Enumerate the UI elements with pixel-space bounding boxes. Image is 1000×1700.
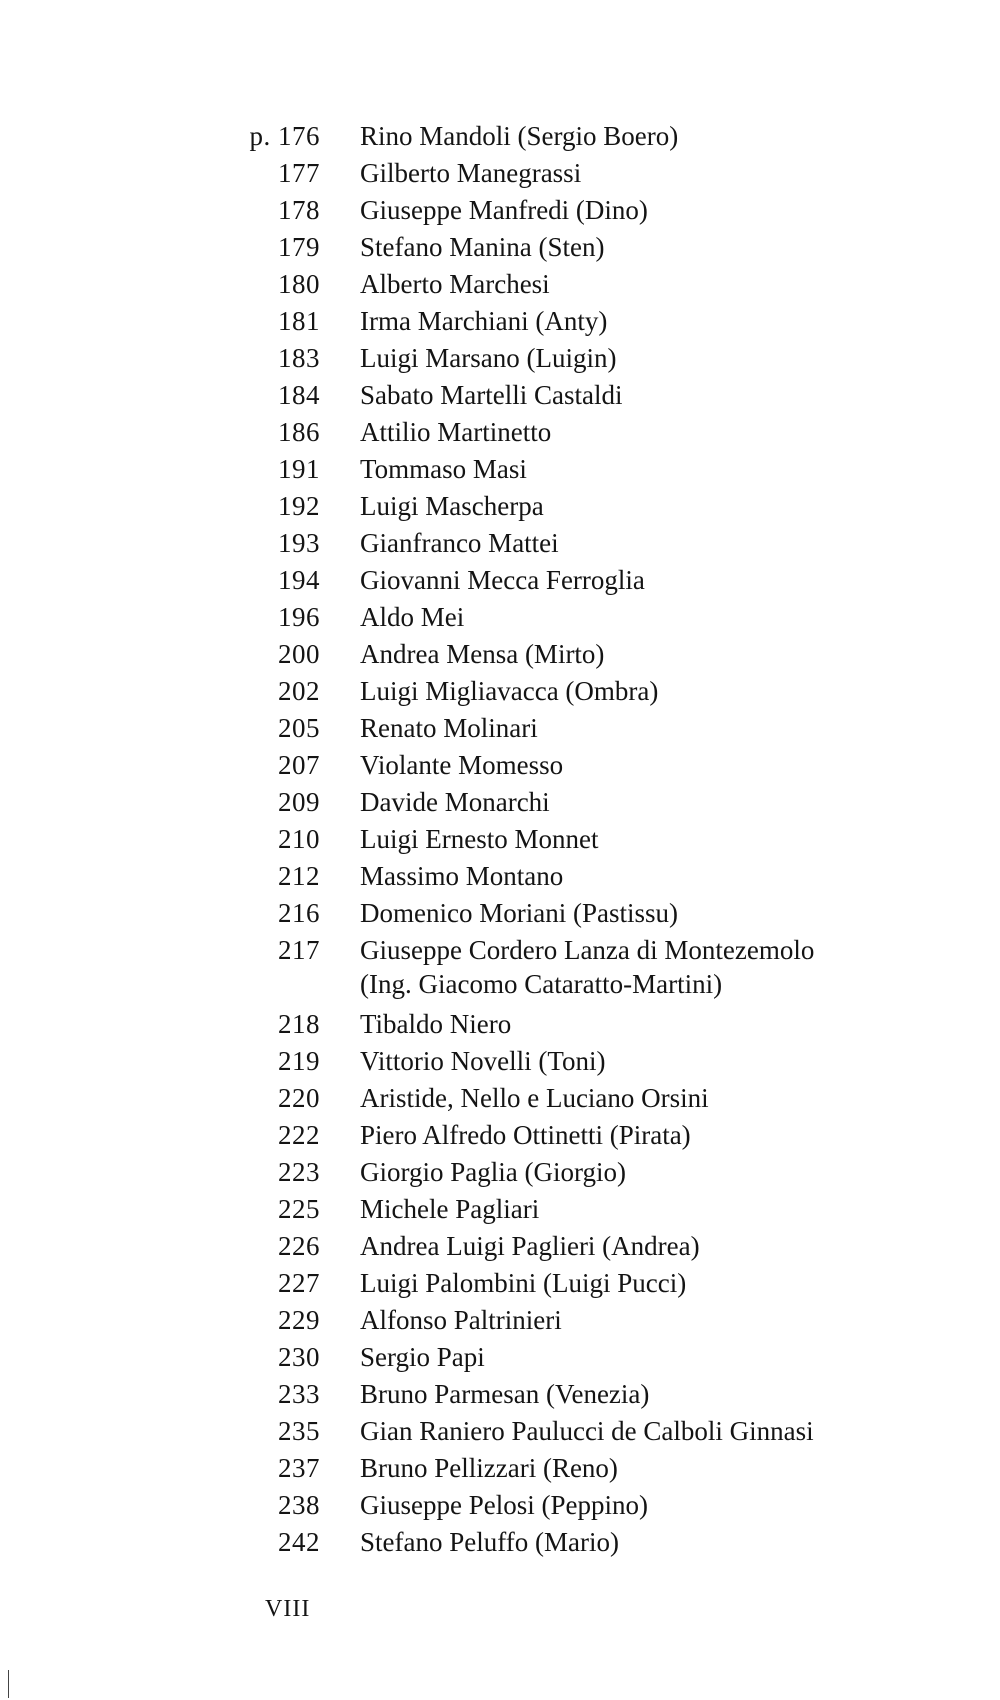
entry-page-number: 230 <box>278 1342 320 1372</box>
entry-name-line: Aldo Mei <box>360 602 465 632</box>
entry-name-line: Davide Monarchi <box>360 787 550 817</box>
entry-name-line: Michele Pagliari <box>360 1194 540 1224</box>
entry-page-number: 210 <box>278 824 320 854</box>
index-entry <box>238 303 938 340</box>
index-entry <box>238 1339 938 1376</box>
entry-name-line: Stefano Manina (Sten) <box>360 232 605 262</box>
entry-page-number: 216 <box>278 898 320 928</box>
index-entry <box>238 673 938 710</box>
entry-name-line: Vittorio Novelli (Toni) <box>360 1046 606 1076</box>
entry-page-number: 180 <box>278 269 320 299</box>
entry-page-number: 184 <box>278 380 320 410</box>
entry-name <box>360 340 938 377</box>
entry-name <box>360 1191 938 1228</box>
entry-name-line: Aristide, Nello e Luciano Orsini <box>360 1083 709 1113</box>
entry-name-line: Luigi Palombini (Luigi Pucci) <box>360 1268 687 1298</box>
entry-name <box>360 451 938 488</box>
entry-name <box>360 155 938 192</box>
entry-name-line: Attilio Martinetto <box>360 417 552 447</box>
entry-name-line: Giovanni Mecca Ferroglia <box>360 565 645 595</box>
index-entry <box>238 747 938 784</box>
entry-name-line: (Ing. Giacomo Cataratto-Martini) <box>360 969 723 999</box>
entry-name-line: Tommaso Masi <box>360 454 527 484</box>
page-folio: VIII <box>265 1596 311 1622</box>
entry-name-line: Domenico Moriani (Pastissu) <box>360 898 678 928</box>
entry-page-number: 220 <box>278 1083 320 1113</box>
entry-page-number: 242 <box>278 1527 320 1557</box>
index-entry <box>238 1154 938 1191</box>
entry-page-number: 191 <box>278 454 320 484</box>
entry-page-number: 200 <box>278 639 320 669</box>
entry-name <box>360 303 938 340</box>
entry-page-number: p. 176 <box>249 121 320 151</box>
index-entry <box>238 266 938 303</box>
entry-name <box>360 932 938 1006</box>
entry-name-line: Luigi Ernesto Monnet <box>360 824 599 854</box>
entry-name-line: Massimo Montano <box>360 861 564 891</box>
entry-name <box>360 895 938 932</box>
entry-name-line: Irma Marchiani (Anty) <box>360 306 608 336</box>
entry-page-number: 177 <box>278 158 320 188</box>
index-entry <box>238 192 938 229</box>
entry-name <box>360 821 938 858</box>
entry-name <box>360 1006 938 1043</box>
index-entry <box>238 1080 938 1117</box>
entry-page-number: 181 <box>278 306 320 336</box>
entry-page-number: 209 <box>278 787 320 817</box>
index-entry <box>238 377 938 414</box>
index-entry <box>238 525 938 562</box>
entry-page-number: 205 <box>278 713 320 743</box>
index-entry <box>238 1191 938 1228</box>
entry-name <box>360 266 938 303</box>
entry-name-line: Rino Mandoli (Sergio Boero) <box>360 121 679 151</box>
entry-name-line: Luigi Mascherpa <box>360 491 544 521</box>
entry-page-number: 194 <box>278 565 320 595</box>
entry-name <box>360 784 938 821</box>
entry-page-number: 183 <box>278 343 320 373</box>
entry-name <box>360 525 938 562</box>
index-entry <box>238 1524 938 1561</box>
index-entry <box>238 1450 938 1487</box>
index-entry <box>238 1006 938 1043</box>
entry-name <box>360 1080 938 1117</box>
entry-page-number: 233 <box>278 1379 320 1409</box>
entry-page-number: 219 <box>278 1046 320 1076</box>
entry-page-number: 186 <box>278 417 320 447</box>
entry-name <box>360 1413 938 1450</box>
entry-page-number: 226 <box>278 1231 320 1261</box>
entry-page-number: 225 <box>278 1194 320 1224</box>
index-entry <box>238 932 938 1006</box>
scan-edge-mark <box>8 1670 9 1698</box>
entry-name-line: Bruno Parmesan (Venezia) <box>360 1379 650 1409</box>
entry-name <box>360 599 938 636</box>
entry-name-line: Giorgio Paglia (Giorgio) <box>360 1157 626 1187</box>
index-entry <box>238 636 938 673</box>
index-entry <box>238 1117 938 1154</box>
entry-page-number: 207 <box>278 750 320 780</box>
entry-name <box>360 192 938 229</box>
index-entry <box>238 784 938 821</box>
index-entry <box>238 340 938 377</box>
index-entry <box>238 1302 938 1339</box>
index-entry <box>238 895 938 932</box>
entry-page-number: 196 <box>278 602 320 632</box>
entry-name-line: Tibaldo Niero <box>360 1009 512 1039</box>
entry-name <box>360 1265 938 1302</box>
entry-name-line: Giuseppe Manfredi (Dino) <box>360 195 648 225</box>
entry-name <box>360 858 938 895</box>
entry-page-number: 229 <box>278 1305 320 1335</box>
index-entry <box>238 821 938 858</box>
index-entry <box>238 1043 938 1080</box>
entry-name-line: Sabato Martelli Castaldi <box>360 380 623 410</box>
entry-name <box>360 1043 938 1080</box>
entry-name <box>360 229 938 266</box>
entry-name <box>360 414 938 451</box>
entry-name-line: Alberto Marchesi <box>360 269 550 299</box>
entry-name-line: Gianfranco Mattei <box>360 528 559 558</box>
index-entry <box>238 562 938 599</box>
entry-name <box>360 673 938 710</box>
entry-page-number: 217 <box>278 935 320 965</box>
entry-name-line: Sergio Papi <box>360 1342 485 1372</box>
entry-name <box>360 488 938 525</box>
entry-name <box>360 747 938 784</box>
entry-name-line: Luigi Marsano (Luigin) <box>360 343 617 373</box>
entry-name-line: Renato Molinari <box>360 713 538 743</box>
entry-name <box>360 1339 938 1376</box>
entry-name <box>360 1376 938 1413</box>
index-entry <box>238 155 938 192</box>
entry-name-line: Giuseppe Cordero Lanza di Montezemolo <box>360 935 815 965</box>
index-entry <box>238 599 938 636</box>
index-entry <box>238 1487 938 1524</box>
index-entry <box>238 451 938 488</box>
index-entry <box>238 1376 938 1413</box>
entry-name-line: Gilberto Manegrassi <box>360 158 582 188</box>
entry-name <box>360 1487 938 1524</box>
index-entry <box>238 488 938 525</box>
entry-name <box>360 377 938 414</box>
entry-name <box>360 710 938 747</box>
entry-page-number: 178 <box>278 195 320 225</box>
entry-page-number: 223 <box>278 1157 320 1187</box>
entry-name <box>360 1228 938 1265</box>
entry-name-line: Bruno Pellizzari (Reno) <box>360 1453 618 1483</box>
entry-name-line: Gian Raniero Paulucci de Calboli Ginnasi <box>360 1416 814 1446</box>
entry-name <box>360 636 938 673</box>
entry-name-line: Piero Alfredo Ottinetti (Pirata) <box>360 1120 691 1150</box>
entry-name <box>360 1524 938 1561</box>
entry-page-number: 192 <box>278 491 320 521</box>
index-entry <box>238 229 938 266</box>
index-entry <box>238 1265 938 1302</box>
entry-name <box>360 118 938 155</box>
entry-name <box>360 1154 938 1191</box>
entry-name-line: Andrea Mensa (Mirto) <box>360 639 605 669</box>
entry-page-number: 193 <box>278 528 320 558</box>
entry-name <box>360 562 938 599</box>
entry-page-number: 237 <box>278 1453 320 1483</box>
entry-page-number: 218 <box>278 1009 320 1039</box>
entry-page-number: 222 <box>278 1120 320 1150</box>
entry-page-number: 235 <box>278 1416 320 1446</box>
entry-name-line: Violante Momesso <box>360 750 564 780</box>
index-entry <box>238 118 938 155</box>
index-entry <box>238 858 938 895</box>
index-entry <box>238 414 938 451</box>
index-entry <box>238 1228 938 1265</box>
entry-name <box>360 1450 938 1487</box>
entry-name-line: Stefano Peluffo (Mario) <box>360 1527 619 1557</box>
entry-name-line: Giuseppe Pelosi (Peppino) <box>360 1490 648 1520</box>
entry-page-number: 202 <box>278 676 320 706</box>
index-entry <box>238 1413 938 1450</box>
index-entry <box>238 710 938 747</box>
entry-name <box>360 1302 938 1339</box>
entry-page-number: 227 <box>278 1268 320 1298</box>
entry-name-line: Alfonso Paltrinieri <box>360 1305 562 1335</box>
entry-name-line: Luigi Migliavacca (Ombra) <box>360 676 659 706</box>
entry-name <box>360 1117 938 1154</box>
entry-page-number: 238 <box>278 1490 320 1520</box>
entry-page-number: 212 <box>278 861 320 891</box>
entry-name-line: Andrea Luigi Paglieri (Andrea) <box>360 1231 700 1261</box>
entry-page-number: 179 <box>278 232 320 262</box>
index-list <box>238 118 938 1561</box>
